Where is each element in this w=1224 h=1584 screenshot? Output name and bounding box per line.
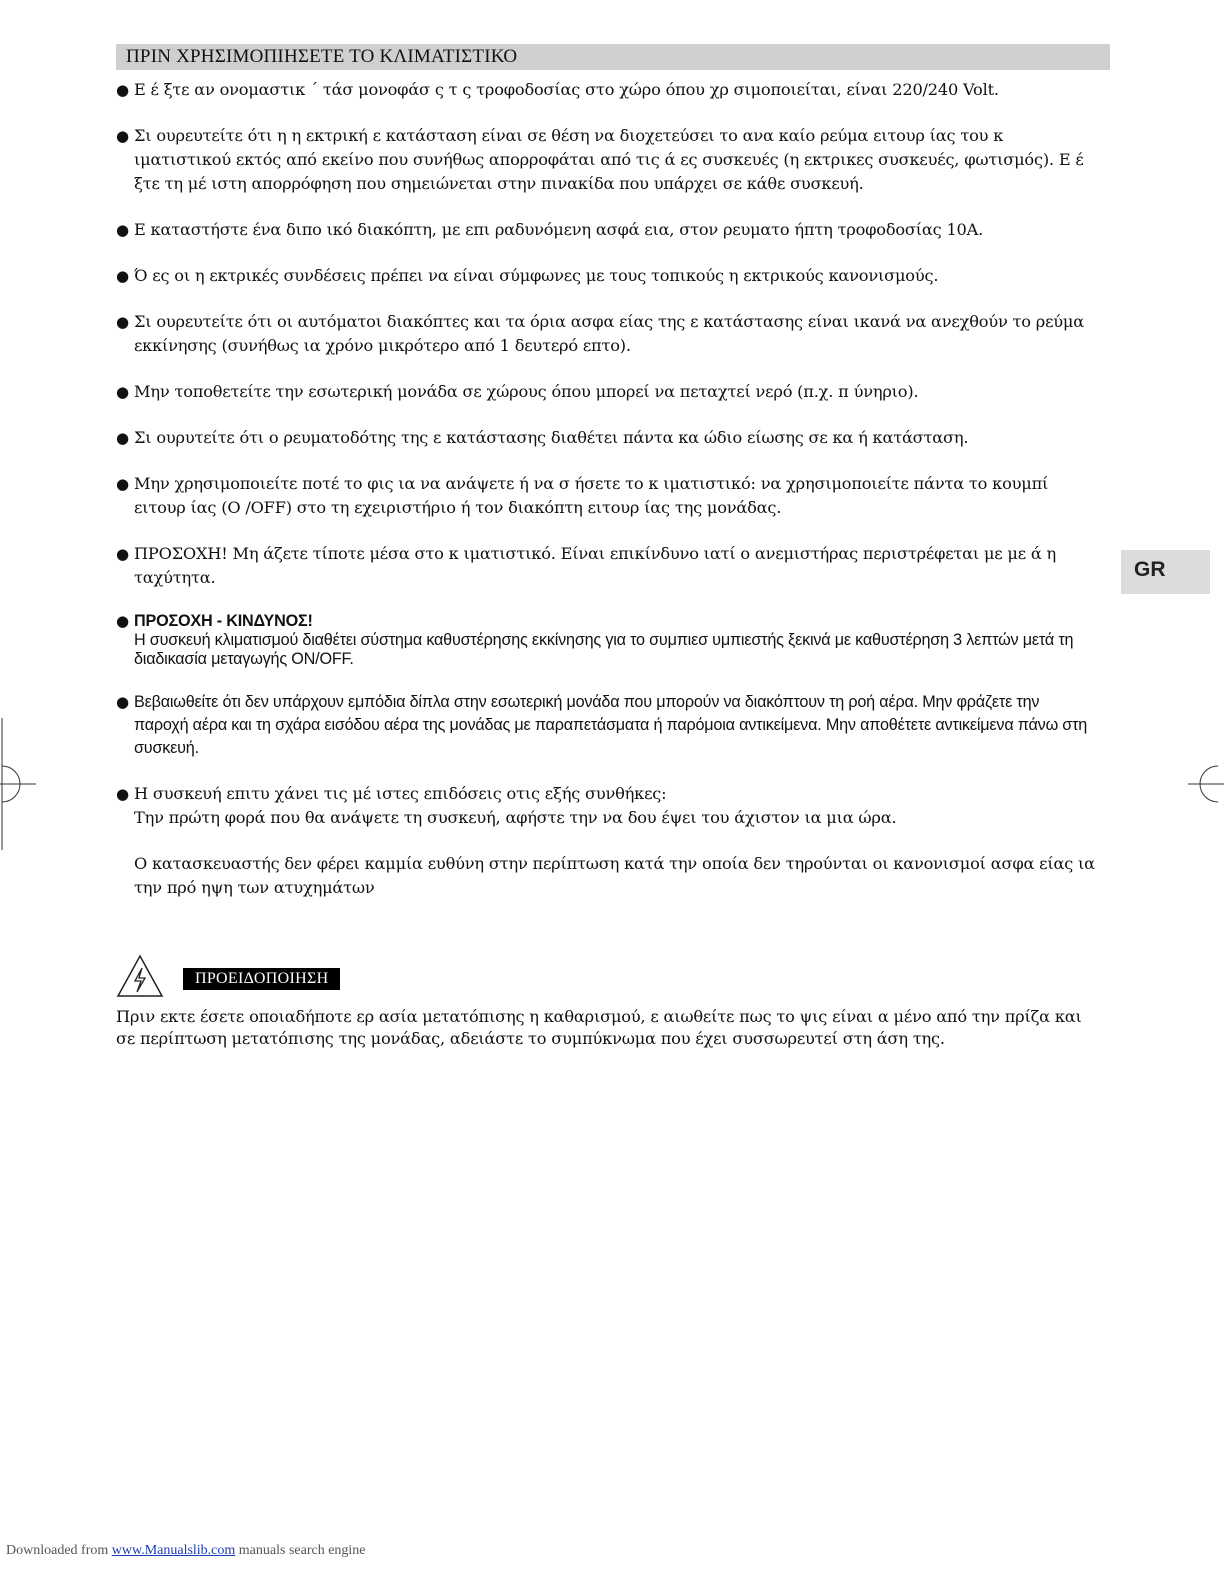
performance-notice bbox=[116, 782, 1096, 900]
list-item-text: Σι ουρευτείτε ότι οι αυτόματοι διακόπτες και τα όρια ασφα είας της ε κατάστασης είναι ικανά να ανεχθούν το ρεύμα εκκίνησης (συνήθως ια χρόνο μικρότερο από 1 δευτερό επτο). bbox=[134, 312, 1084, 355]
obstacles-text: Βεβαιωθείτε ότι δεν υπάρχουν εμπόδια δίπλα στην εσωτερική μονάδα που μπορούν να διακόπτουν τη ροή αέρα. Μην φράζετε την παροχή αέρα και τη σχάρα εισόδου αέρα της μονάδας με παραπετάσματα ή παρόμοια αντικείμενα. Μην αποθέτετε αντικείμενα πάνω στη συσκευή. bbox=[134, 693, 1088, 757]
list-item-text: Μην χρησιμοποιείτε ποτέ το φις ια να ανάψετε ή να σ ήσετε το κ ιματιστικό: να χρησιμοποιείτε πάντα το κουμπί ειτουρ ίας (Ο /OFF) στο τη εχειριστήριο ή τον διακόπτη ειτουρ ίας της μονάδας. bbox=[134, 474, 1049, 517]
bullet-icon: ● bbox=[116, 612, 129, 630]
footer-link[interactable]: www.Manualslib.com bbox=[111, 1543, 236, 1558]
list-item-text: Μην τοποθετείτε την εσωτερική μονάδα σε χώρους όπου μπορεί να πεταχτεί νερό (π.χ. π ύνηριο). bbox=[134, 382, 919, 401]
list-item-text: Ε καταστήστε ένα διπο ικό διακόπτη, με επι ραδυνόμενη ασφά εια, στον ρευματο ήπτη τροφοδοσίας 10A. bbox=[134, 220, 984, 239]
list-item bbox=[116, 124, 1096, 196]
page-title: ΠΡΙΝ ΧΡΗΣΙΜΟΠΙΗΣΕΤΕ ΤΟ ΚΛΙΜΑΤΙΣΤΙΚΟ bbox=[126, 46, 518, 67]
list-item bbox=[116, 380, 1096, 404]
list-item bbox=[116, 426, 1096, 450]
danger-title: ΠΡΟΣΟΧΗ - ΚΙΝΔΥΝΟΣ! bbox=[134, 612, 313, 630]
list-item-text: Σι ουρευτείτε ότι η η εκτρική ε κατάσταση είναι σε θέση να διοχετεύσει το ανα καίο ρεύμα ειτουρ ίας του κ ιματιστικού εκτός από εκείνο που συνήθως απορροφάται από τις ά ες συσκευές (η εκτρικες συσκευές, φωτισμός). Ε έ ξτε τη μέ ιστη απορρόφηση που σημειώνεται στην πινακίδα που υπάρχει σε κάθε συσκευή. bbox=[134, 126, 1084, 193]
footer-prefix: Downloaded from bbox=[6, 1543, 109, 1558]
bullet-icon: ● bbox=[116, 267, 129, 285]
danger-notice bbox=[116, 612, 1096, 669]
crop-mark-left bbox=[0, 718, 36, 850]
list-item bbox=[116, 472, 1096, 520]
warning-header bbox=[116, 954, 416, 998]
danger-text: Η συσκευή κλιματισμού διαθέτει σύστημα καθυστέρησης εκκίνησης για το συμπιεσ υμπιεστής ξεκινά με καθυστέρηση 3 λεπτών μετά τη διαδικασία μεταγωγής ON/OFF. bbox=[134, 631, 1074, 668]
list-item bbox=[116, 78, 1096, 102]
performance-detail: Την πρώτη φορά που θα ανάψετε τη συσκευή, αφήστε την να δου έψει του άχιστον ια μια ώρα. bbox=[134, 808, 897, 827]
performance-text: Η συσκευή επιτυ χάνει τις μέ ιστες επιδόσεις οτις εξής συνθήκες: bbox=[134, 784, 667, 803]
bullet-icon: ● bbox=[116, 475, 129, 493]
bullet-icon: ● bbox=[116, 429, 129, 447]
language-tab-label: GR bbox=[1134, 558, 1166, 581]
bullet-icon: ● bbox=[116, 81, 129, 99]
list-item bbox=[116, 264, 1096, 288]
warning-text: Πριν εκτε έσετε οποιαδήποτε ερ ασία μετατόπισης η καθαρισμού, ε αιωθείτε πως το ψις είναι α μένο από την πρίζα και σε περίπτωση μετατόπισης της μονάδας, αδειάστε το συμπύκνωμα που έχει συσσωρευτεί στη άση της. bbox=[116, 1007, 1082, 1048]
list-item bbox=[116, 218, 1096, 242]
bullet-icon: ● bbox=[116, 383, 129, 401]
crop-mark-right bbox=[1188, 760, 1224, 808]
list-item bbox=[116, 310, 1096, 358]
footer-suffix: manuals search engine bbox=[238, 1543, 366, 1558]
section-header bbox=[116, 44, 1110, 70]
list-item-text: ΠΡΟΣΟΧΗ! Μη άζετε τίποτε μέσα στο κ ιματιστικό. Είναι επικίνδυνο ιατί ο ανεμιστήρας περιστρέφεται με με ά η ταχύτητα. bbox=[134, 544, 1057, 587]
disclaimer-text: Ο κατασκευαστής δεν φέρει καμμία ευθύνη στην περίπτωση κατά την οποία δεν τηρούνται οι κανονισμοί ασφα είας ια την πρό ηψη των ατυχημάτων bbox=[134, 854, 1095, 897]
bullet-icon: ● bbox=[116, 313, 129, 331]
bullet-icon: ● bbox=[116, 545, 129, 563]
list-item bbox=[116, 542, 1096, 590]
list-item-text: Σι ουρυτείτε ότι ο ρευματοδότης της ε κατάστασης διαθέτει πάντα κα ώδιο είωσης σε κα ή κατάσταση. bbox=[134, 428, 969, 447]
bullet-icon: ● bbox=[116, 693, 129, 711]
instructions-body bbox=[116, 78, 1096, 900]
footer bbox=[6, 1543, 366, 1559]
bullet-icon: ● bbox=[116, 785, 129, 803]
bullet-icon: ● bbox=[116, 127, 129, 145]
list-item-text: Ε έ ξτε αν ονομαστικ ΄ τάσ μονοφάσ ς τ ς τροφοδοσίας στο χώρο όπου χρ σιμοποιείται, είναι 220/240 Volt. bbox=[134, 80, 999, 99]
warning-label: ΠΡΟΕΙΔΟΠΟΙΗΣΗ bbox=[183, 968, 340, 990]
list-item-text: Ό ες οι η εκτρικές συνδέσεις πρέπει να είναι σύμφωνες με τους τοπικούς η εκτρικούς κανονισμούς. bbox=[134, 266, 939, 285]
obstacles-notice bbox=[116, 691, 1096, 760]
bullet-icon: ● bbox=[116, 221, 129, 239]
language-tab bbox=[1121, 550, 1210, 594]
electric-hazard-icon bbox=[116, 954, 164, 998]
